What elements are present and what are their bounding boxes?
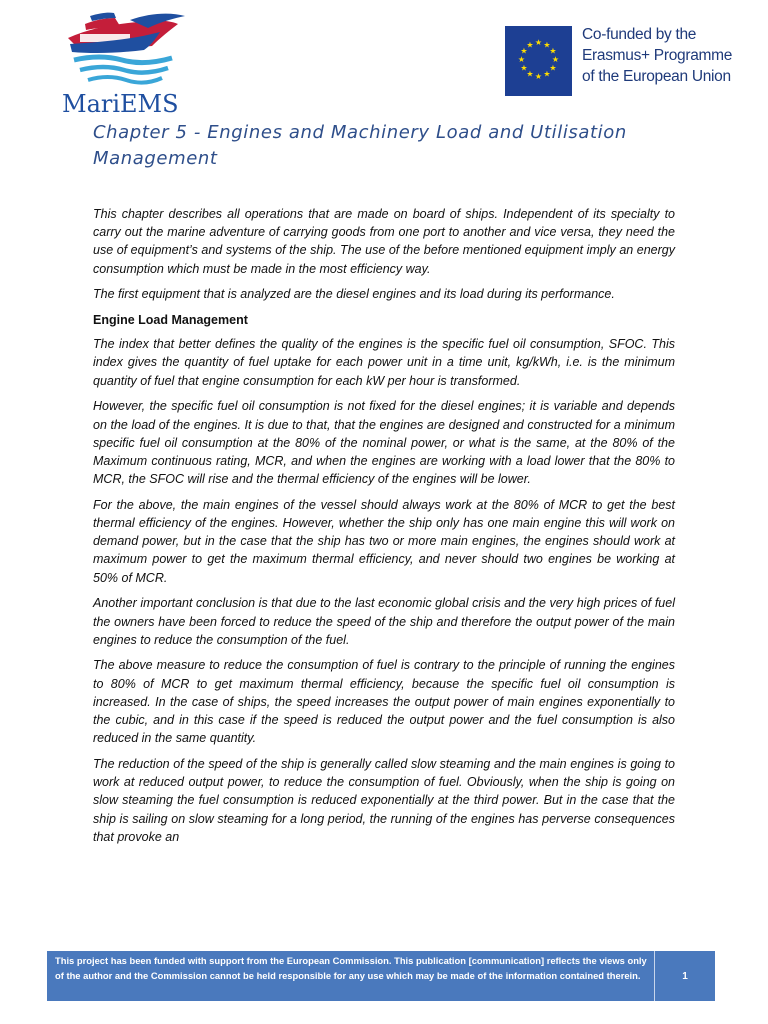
svg-text:★: ★ (534, 38, 543, 47)
eu-line-2: Erasmus+ Programme (582, 47, 733, 64)
svg-text:★: ★ (543, 40, 551, 50)
svg-text:★: ★ (520, 46, 528, 56)
svg-text:★: ★ (543, 69, 551, 79)
section-paragraph: For the above, the main engines of the vessel should always work at the 80% of MCR to get the best thermal efficiency of the engines. However, whether the ship only has one main engine this will work on demand power, but in the case that the ship has two or more main engines, the engines should work at maximum power to get the maximum thermal efficiency, and never should two engines be working at 50% of MCR. (93, 497, 675, 585)
page-number: 1 (682, 970, 688, 982)
eu-flag (505, 26, 572, 96)
svg-text:★: ★ (526, 69, 534, 79)
footer-bar (47, 951, 715, 1001)
mariems-logo (60, 8, 195, 120)
section-heading: Engine Load Management (93, 313, 248, 328)
chapter-title: Chapter 5 - Engines and Machinery Load and Utilisation Management (93, 122, 627, 169)
svg-text:★: ★ (549, 46, 557, 56)
section-paragraph: Another important conclusion is that due to the last economic global crisis and the very high prices of fuel the owners have been forced to reduce the speed of the ship and therefore the output power of the main engines to reduce the consumption of the fuel. (93, 596, 675, 647)
eu-line-1: Co-funded by the (582, 26, 697, 43)
ship-waves-logo-icon (60, 8, 195, 120)
intro-paragraph: This chapter describes all operations that are made on board of ships. Independent of its specialty to carry out the marine adventure of carrying goods from one port to another and vice versa, they need the use of equipment’s and systems of the ship. The use of the before mentioned equipment imply an energy consumption which must be made in the most efficiency way. (93, 207, 675, 276)
svg-text:★: ★ (549, 63, 557, 73)
footer-disclaimer: This project has been funded with support from the European Commission. This publication [communication] reflects the views only of the author and the Commission cannot be held responsible for any use which may be made of the information contained therein. (47, 951, 655, 1001)
section-paragraph: The reduction of the speed of the ship is generally called slow steaming and the main engines is going to work at reduced output power, to reduce the consumption of fuel. Obviously, when the ship is going on slow steaming the fuel consumption is reduced exponentially at the third power. But in the case that the ship is sailing on slow steaming for a long period, the running of the engines has perverse consequences that provoke an (93, 756, 675, 844)
svg-text:★: ★ (534, 72, 543, 81)
intro-paragraph: The first equipment that is analyzed are the diesel engines and its load during its performance. (93, 287, 615, 302)
svg-text:★: ★ (520, 63, 528, 73)
svg-text:★: ★ (526, 40, 534, 50)
logo-wordmark: MariEMS (62, 90, 179, 118)
document-body (93, 205, 675, 854)
section-paragraph: The above measure to reduce the consumption of fuel is contrary to the principle of running the engines to 80% of MCR to get maximum thermal efficiency, because the specific fuel oil consumption is increased. In the case of ships, the speed increases the output power of main engines exponentially to the cubic, and in this case if the speed is reduced the output power and the fuel consumption is also reduced in the same quantity. (93, 658, 675, 746)
eu-flag-icon (505, 26, 572, 96)
section-paragraph: The index that better defines the quality of the engines is the specific fuel oil consumption, SFOC. This index gives the quantity of fuel uptake for each power unit in a time unit, kg/kWh, i.e. is the minimum quantity of fuel that engine consumption for each kW per hour is transformed. (93, 337, 675, 388)
svg-text:★: ★ (551, 55, 560, 64)
section-paragraph: However, the specific fuel oil consumption is not fixed for the diesel engines; it is variable and depends on the load of the engines. It is due to that, that the engines are designed and constructed for a minimum specific fuel oil consumption at the 80% of the nominal power, or what is the same, at the 80% of the Maximum continuous rating, MCR, and when the engines are working with a load lower that the 80% to MCR, the SFOC will rise and the thermal efficiency of the engines will be lower. (93, 399, 675, 487)
svg-text:★: ★ (517, 55, 526, 64)
eu-line-3: of the European Union (582, 68, 731, 85)
eu-funding-label (582, 24, 762, 87)
